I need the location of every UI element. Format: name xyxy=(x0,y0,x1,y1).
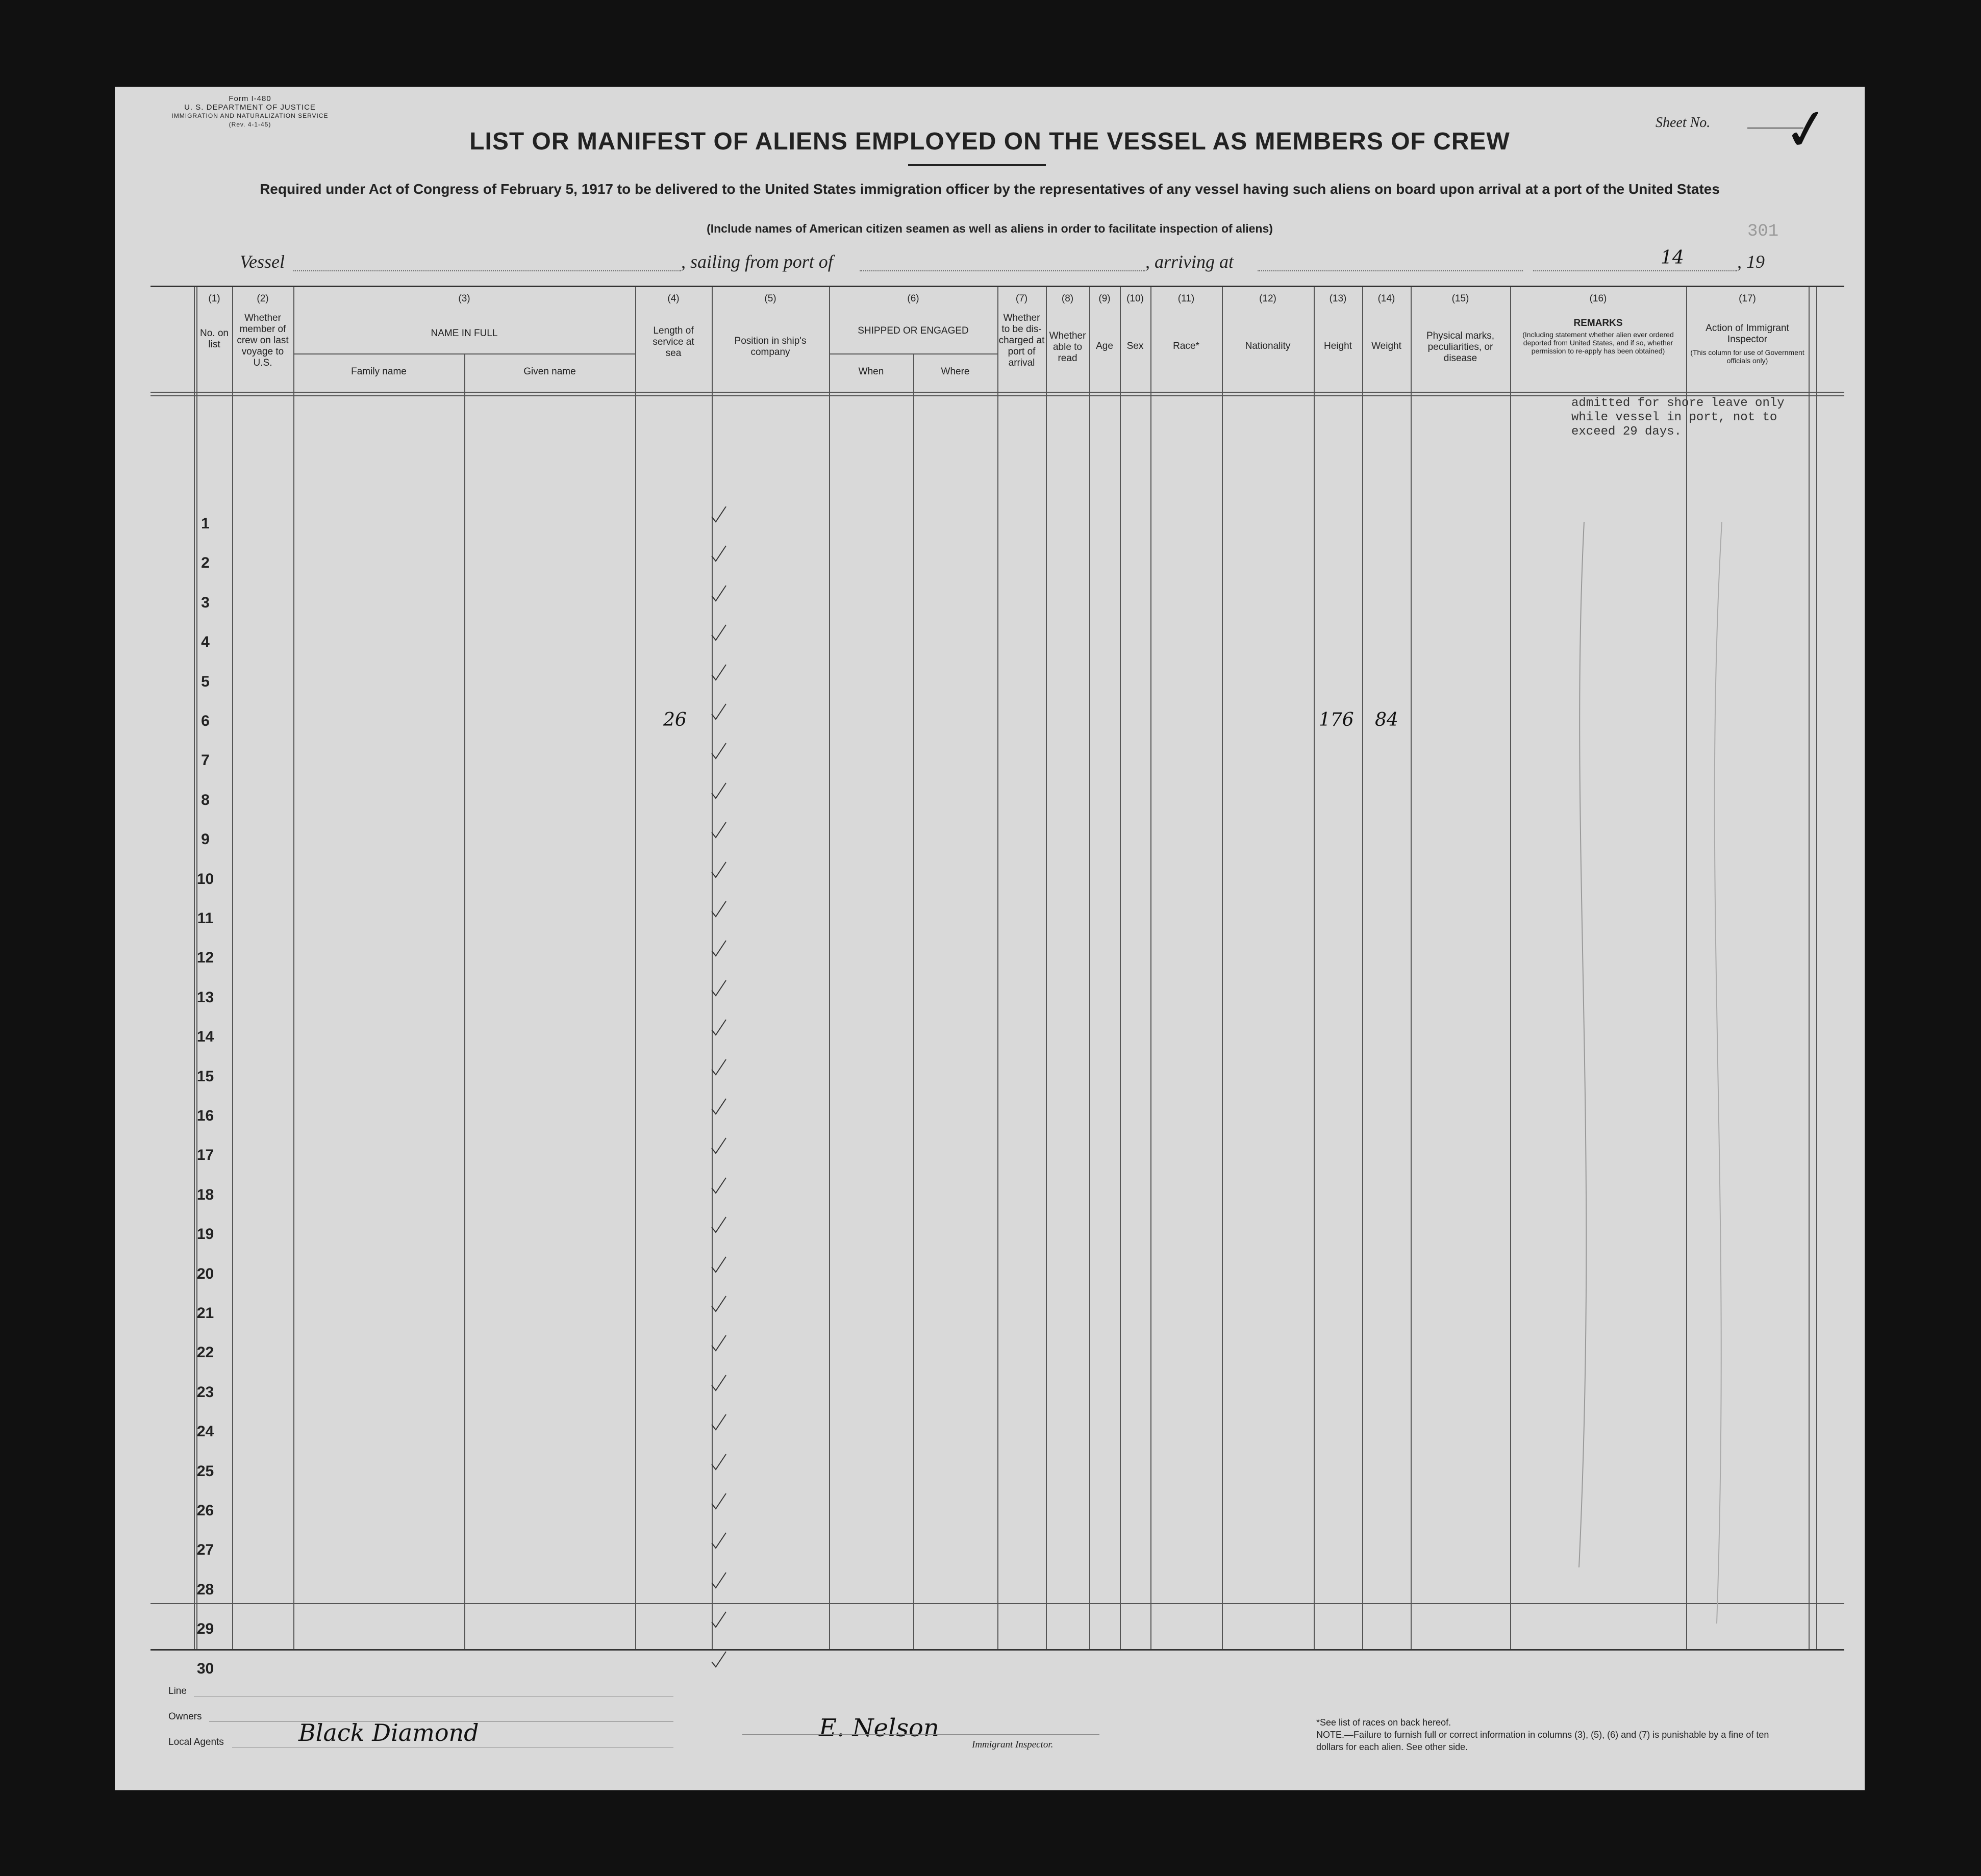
row-number: 13 xyxy=(196,989,214,1006)
form-header xyxy=(156,94,344,129)
row6-service-length: 26 xyxy=(663,709,687,730)
check-mark: ✓ xyxy=(1778,94,1835,165)
form-number: Form I-480 xyxy=(229,94,271,103)
col-line xyxy=(293,287,294,1649)
row-number: 23 xyxy=(196,1384,214,1401)
date-line xyxy=(1533,270,1737,271)
col-line xyxy=(194,287,195,1649)
col-line xyxy=(829,287,830,1649)
row-number: 9 xyxy=(201,831,210,848)
revision: (Rev. 4-1-45) xyxy=(229,121,271,128)
row-number: 4 xyxy=(201,633,210,650)
name-subheader-line xyxy=(293,353,635,354)
row-number: 6 xyxy=(201,713,210,729)
col-label: Position in ship's company xyxy=(734,336,807,358)
instruction-text: (Include names of American citizen seamen as well as aliens in order to facilitate inspection of aliens) xyxy=(707,222,1273,235)
col-label: Sex xyxy=(1126,341,1144,351)
col-num: (17) xyxy=(1739,293,1756,304)
year-label: , 19 xyxy=(1737,251,1765,272)
col-label: No. on list xyxy=(200,328,229,350)
col-sublabel: Family name xyxy=(351,366,407,377)
header-bottom-line xyxy=(151,392,1844,393)
col-sublabel: Given name xyxy=(523,366,576,377)
row6-height: 176 xyxy=(1319,709,1354,730)
col-label: Length of service at sea xyxy=(653,325,694,359)
col-note: (This column for use of Government officials only) xyxy=(1690,348,1804,365)
col-label: Age xyxy=(1096,341,1113,351)
col-num: (10) xyxy=(1126,293,1144,304)
row-number: 18 xyxy=(196,1186,214,1203)
col-line xyxy=(1120,287,1121,1649)
row-number: 24 xyxy=(196,1423,214,1440)
col-num: (11) xyxy=(1177,293,1195,304)
row-number: 3 xyxy=(201,594,210,611)
stamp-number: 301 xyxy=(1747,222,1779,241)
col-line xyxy=(1222,287,1223,1649)
col-num: (13) xyxy=(1329,293,1347,304)
row-number: 20 xyxy=(196,1265,214,1282)
title-rule xyxy=(908,164,1046,166)
requirement-text: Required under Act of Congress of February 5, 1917 to be delivered to the United States immigration officer by the representatives of any vessel having such aliens on board upon arrival at a port of the United States xyxy=(260,181,1720,197)
col-line xyxy=(997,287,998,1649)
inspector-signature: E. Nelson xyxy=(819,1714,939,1742)
sheet-label: Sheet No. xyxy=(1656,115,1711,131)
row-number: 28 xyxy=(196,1581,214,1598)
col-num: (1) xyxy=(208,293,220,304)
col-line xyxy=(232,287,233,1649)
inspector-field xyxy=(742,1734,1099,1735)
col-num: (5) xyxy=(764,293,776,304)
service-ticks xyxy=(707,506,737,1680)
col-num: (12) xyxy=(1259,293,1276,304)
date-handwritten: 14 xyxy=(1661,247,1684,268)
vessel-name-line xyxy=(293,270,681,271)
row-number: 27 xyxy=(196,1541,214,1558)
row-number: 7 xyxy=(201,752,210,769)
col-line xyxy=(1362,287,1363,1649)
row-number: 10 xyxy=(196,871,214,888)
col-num: (4) xyxy=(667,293,680,304)
row-number: 21 xyxy=(196,1305,214,1322)
row-number: 29 xyxy=(196,1620,214,1637)
col-line xyxy=(635,287,636,1649)
col-num: (15) xyxy=(1451,293,1469,304)
col-line xyxy=(1046,287,1047,1649)
col-note: (Including statement whether alien ever ordered deported from United States, and if so, whether permission to re-apply has been obtained) xyxy=(1522,331,1674,355)
crew-table xyxy=(151,286,1844,1677)
pencil-lines xyxy=(1569,522,1803,1624)
arriving-port-line xyxy=(1258,270,1523,271)
col-line xyxy=(464,353,465,1649)
department: U. S. DEPARTMENT OF JUSTICE xyxy=(184,103,316,112)
row-number: 16 xyxy=(196,1107,214,1124)
col-label: REMARKS xyxy=(1573,318,1623,328)
row-number: 25 xyxy=(196,1463,214,1480)
row6-weight: 84 xyxy=(1375,709,1398,730)
arriving-label: , arriving at xyxy=(1145,251,1234,272)
col-label: NAME IN FULL xyxy=(431,328,498,339)
col-label: Action of Immigrant Inspector xyxy=(1706,323,1789,345)
races-note: *See list of races on back hereof. xyxy=(1316,1717,1451,1728)
row-number: 26 xyxy=(196,1502,214,1519)
col-label: Physical marks, peculiarities, or disease xyxy=(1426,331,1495,364)
footer-note xyxy=(1316,1716,1770,1753)
page-title: LIST OR MANIFEST OF ALIENS EMPLOYED ON THE VESSEL AS MEMBERS OF CREW xyxy=(469,128,1510,155)
owners-label: Owners xyxy=(168,1711,202,1722)
agents-label: Local Agents xyxy=(168,1737,224,1747)
row-number: 5 xyxy=(201,673,210,690)
row-number: 14 xyxy=(196,1028,214,1045)
col-label: SHIPPED OR ENGAGED xyxy=(858,325,969,336)
row-number: 1 xyxy=(201,515,210,532)
col-label: Whether member of crew on last voyage to U.S. xyxy=(237,313,289,368)
row-number: 17 xyxy=(196,1147,214,1163)
vessel-label: Vessel xyxy=(240,251,285,272)
inspector-label: Immigrant Inspector. xyxy=(972,1739,1054,1750)
col-num: (16) xyxy=(1589,293,1607,304)
row-number: 8 xyxy=(201,792,210,808)
col-line xyxy=(1314,287,1315,1649)
penalty-note: NOTE.—Failure to furnish full or correct information in columns (3), (5), (6) and (7) is punishable by a fine of ten dollars for each alien. See other side. xyxy=(1316,1730,1769,1752)
col-line xyxy=(1816,287,1817,1649)
col-num: (7) xyxy=(1015,293,1028,304)
col-num: (3) xyxy=(458,293,470,304)
row-number: 12 xyxy=(196,949,214,966)
row-number: 2 xyxy=(201,554,210,571)
row-number: 15 xyxy=(196,1068,214,1085)
col-num: (2) xyxy=(257,293,269,304)
col-label: Height xyxy=(1324,341,1352,351)
service: IMMIGRATION AND NATURALIZATION SERVICE xyxy=(171,112,329,119)
row-number: 30 xyxy=(196,1660,214,1677)
col-line xyxy=(196,287,197,1649)
col-num: (9) xyxy=(1098,293,1111,304)
col-num: (8) xyxy=(1061,293,1074,304)
col-label: Nationality xyxy=(1245,341,1291,351)
manifest-page xyxy=(115,87,1865,1790)
col-sublabel: Where xyxy=(941,366,970,377)
row-number: 19 xyxy=(196,1226,214,1243)
col-num: (14) xyxy=(1377,293,1395,304)
col-num: (6) xyxy=(907,293,919,304)
shipped-subheader-line xyxy=(829,353,997,354)
col-line xyxy=(1510,287,1511,1649)
col-line xyxy=(913,353,914,1649)
agents-signature: Black Diamond xyxy=(298,1719,479,1746)
col-line xyxy=(1089,287,1090,1649)
row-number: 11 xyxy=(197,910,214,927)
col-sublabel: When xyxy=(858,366,884,377)
col-line xyxy=(1411,287,1412,1649)
col-label: Whether able to read xyxy=(1049,331,1086,364)
col-label: Weight xyxy=(1371,341,1401,351)
line-label: Line xyxy=(168,1686,187,1696)
col-label: Race* xyxy=(1173,341,1199,351)
col-line xyxy=(1809,287,1810,1649)
col-line xyxy=(1150,287,1151,1649)
row-number: 22 xyxy=(196,1344,214,1361)
sailing-label: , sailing from port of xyxy=(681,251,833,272)
sailing-port-line xyxy=(860,270,1145,271)
col-label: Whether to be dis-charged at port of arrival xyxy=(998,313,1045,368)
remarks-stamp: admitted for shore leave only while vessel in port, not to exceed 29 days. xyxy=(1571,396,1785,439)
